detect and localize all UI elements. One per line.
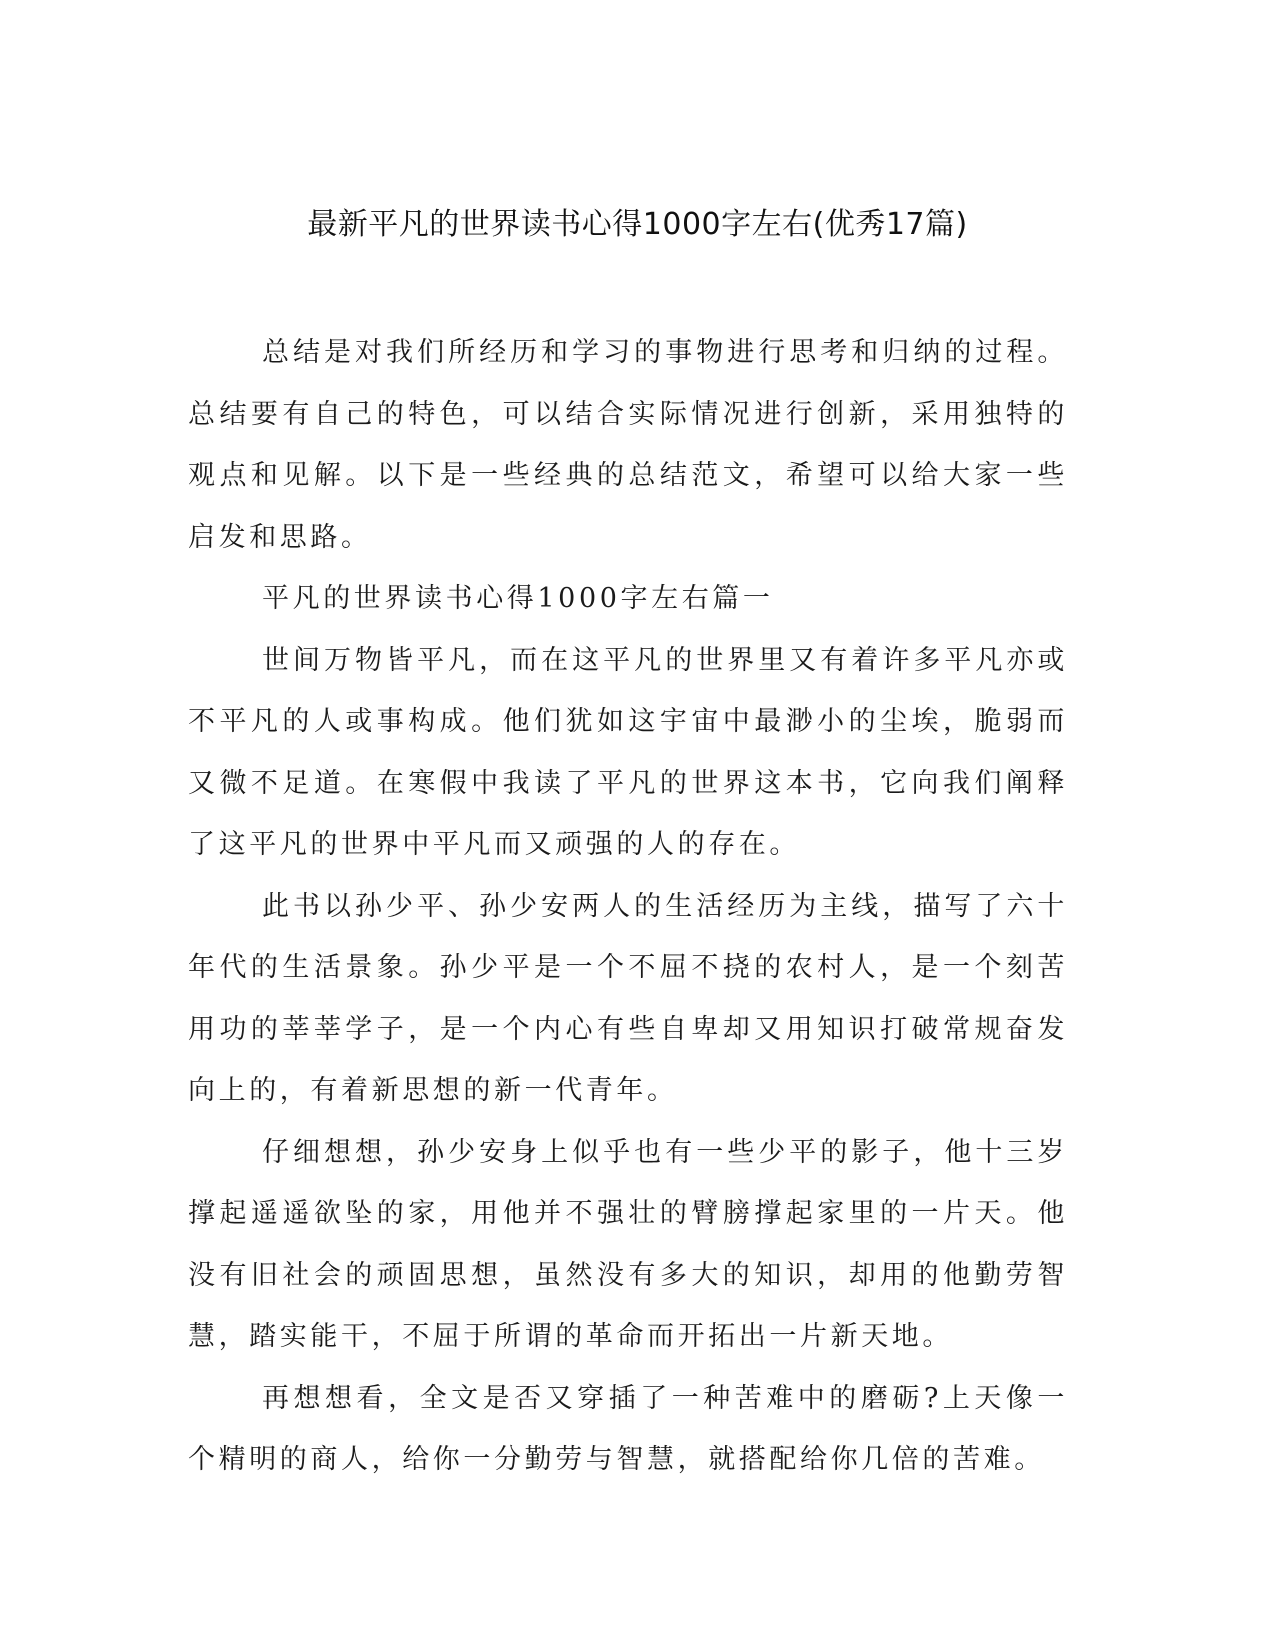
document-body bbox=[188, 322, 1068, 1491]
body-paragraph: 再想想看，全文是否又穿插了一种苦难中的磨砺?上天像一个精明的商人，给你一分勤劳与智慧，就搭配给你几倍的苦难。 bbox=[188, 1382, 1068, 1475]
body-paragraph: 此书以孙少平、孙少安两人的生活经历为主线，描写了六十年代的生活景象。孙少平是一个不屈不挠的农村人，是一个刻苦用功的莘莘学子，是一个内心有些自卑却又用知识打破常规奋发向上的，有着新思想的新一代青年。 bbox=[188, 890, 1068, 1106]
body-paragraph: 世间万物皆平凡，而在这平凡的世界里又有着许多平凡亦或不平凡的人或事构成。他们犹如这宇宙中最渺小的尘埃，脆弱而又微不足道。在寒假中我读了平凡的世界这本书，它向我们阐释了这平凡的世界中平凡而又顽强的人的存在。 bbox=[188, 644, 1068, 860]
section-heading: 平凡的世界读书心得1000字左右篇一 bbox=[262, 583, 774, 614]
document-title: 最新平凡的世界读书心得1000字左右(优秀17篇) bbox=[307, 207, 968, 242]
intro-paragraph: 总结是对我们所经历和学习的事物进行思考和归纳的过程。总结要有自己的特色，可以结合实际情况进行创新，采用独特的观点和见解。以下是一些经典的总结范文，希望可以给大家一些启发和思路。 bbox=[188, 337, 1068, 553]
body-paragraph: 仔细想想，孙少安身上似乎也有一些少平的影子，他十三岁撑起遥遥欲坠的家，用他并不强壮的臂膀撑起家里的一片天。他没有旧社会的顽固思想，虽然没有多大的知识，却用的他勤劳智慧，踏实能干，不屈于所谓的革命而开拓出一片新天地。 bbox=[188, 1136, 1068, 1352]
